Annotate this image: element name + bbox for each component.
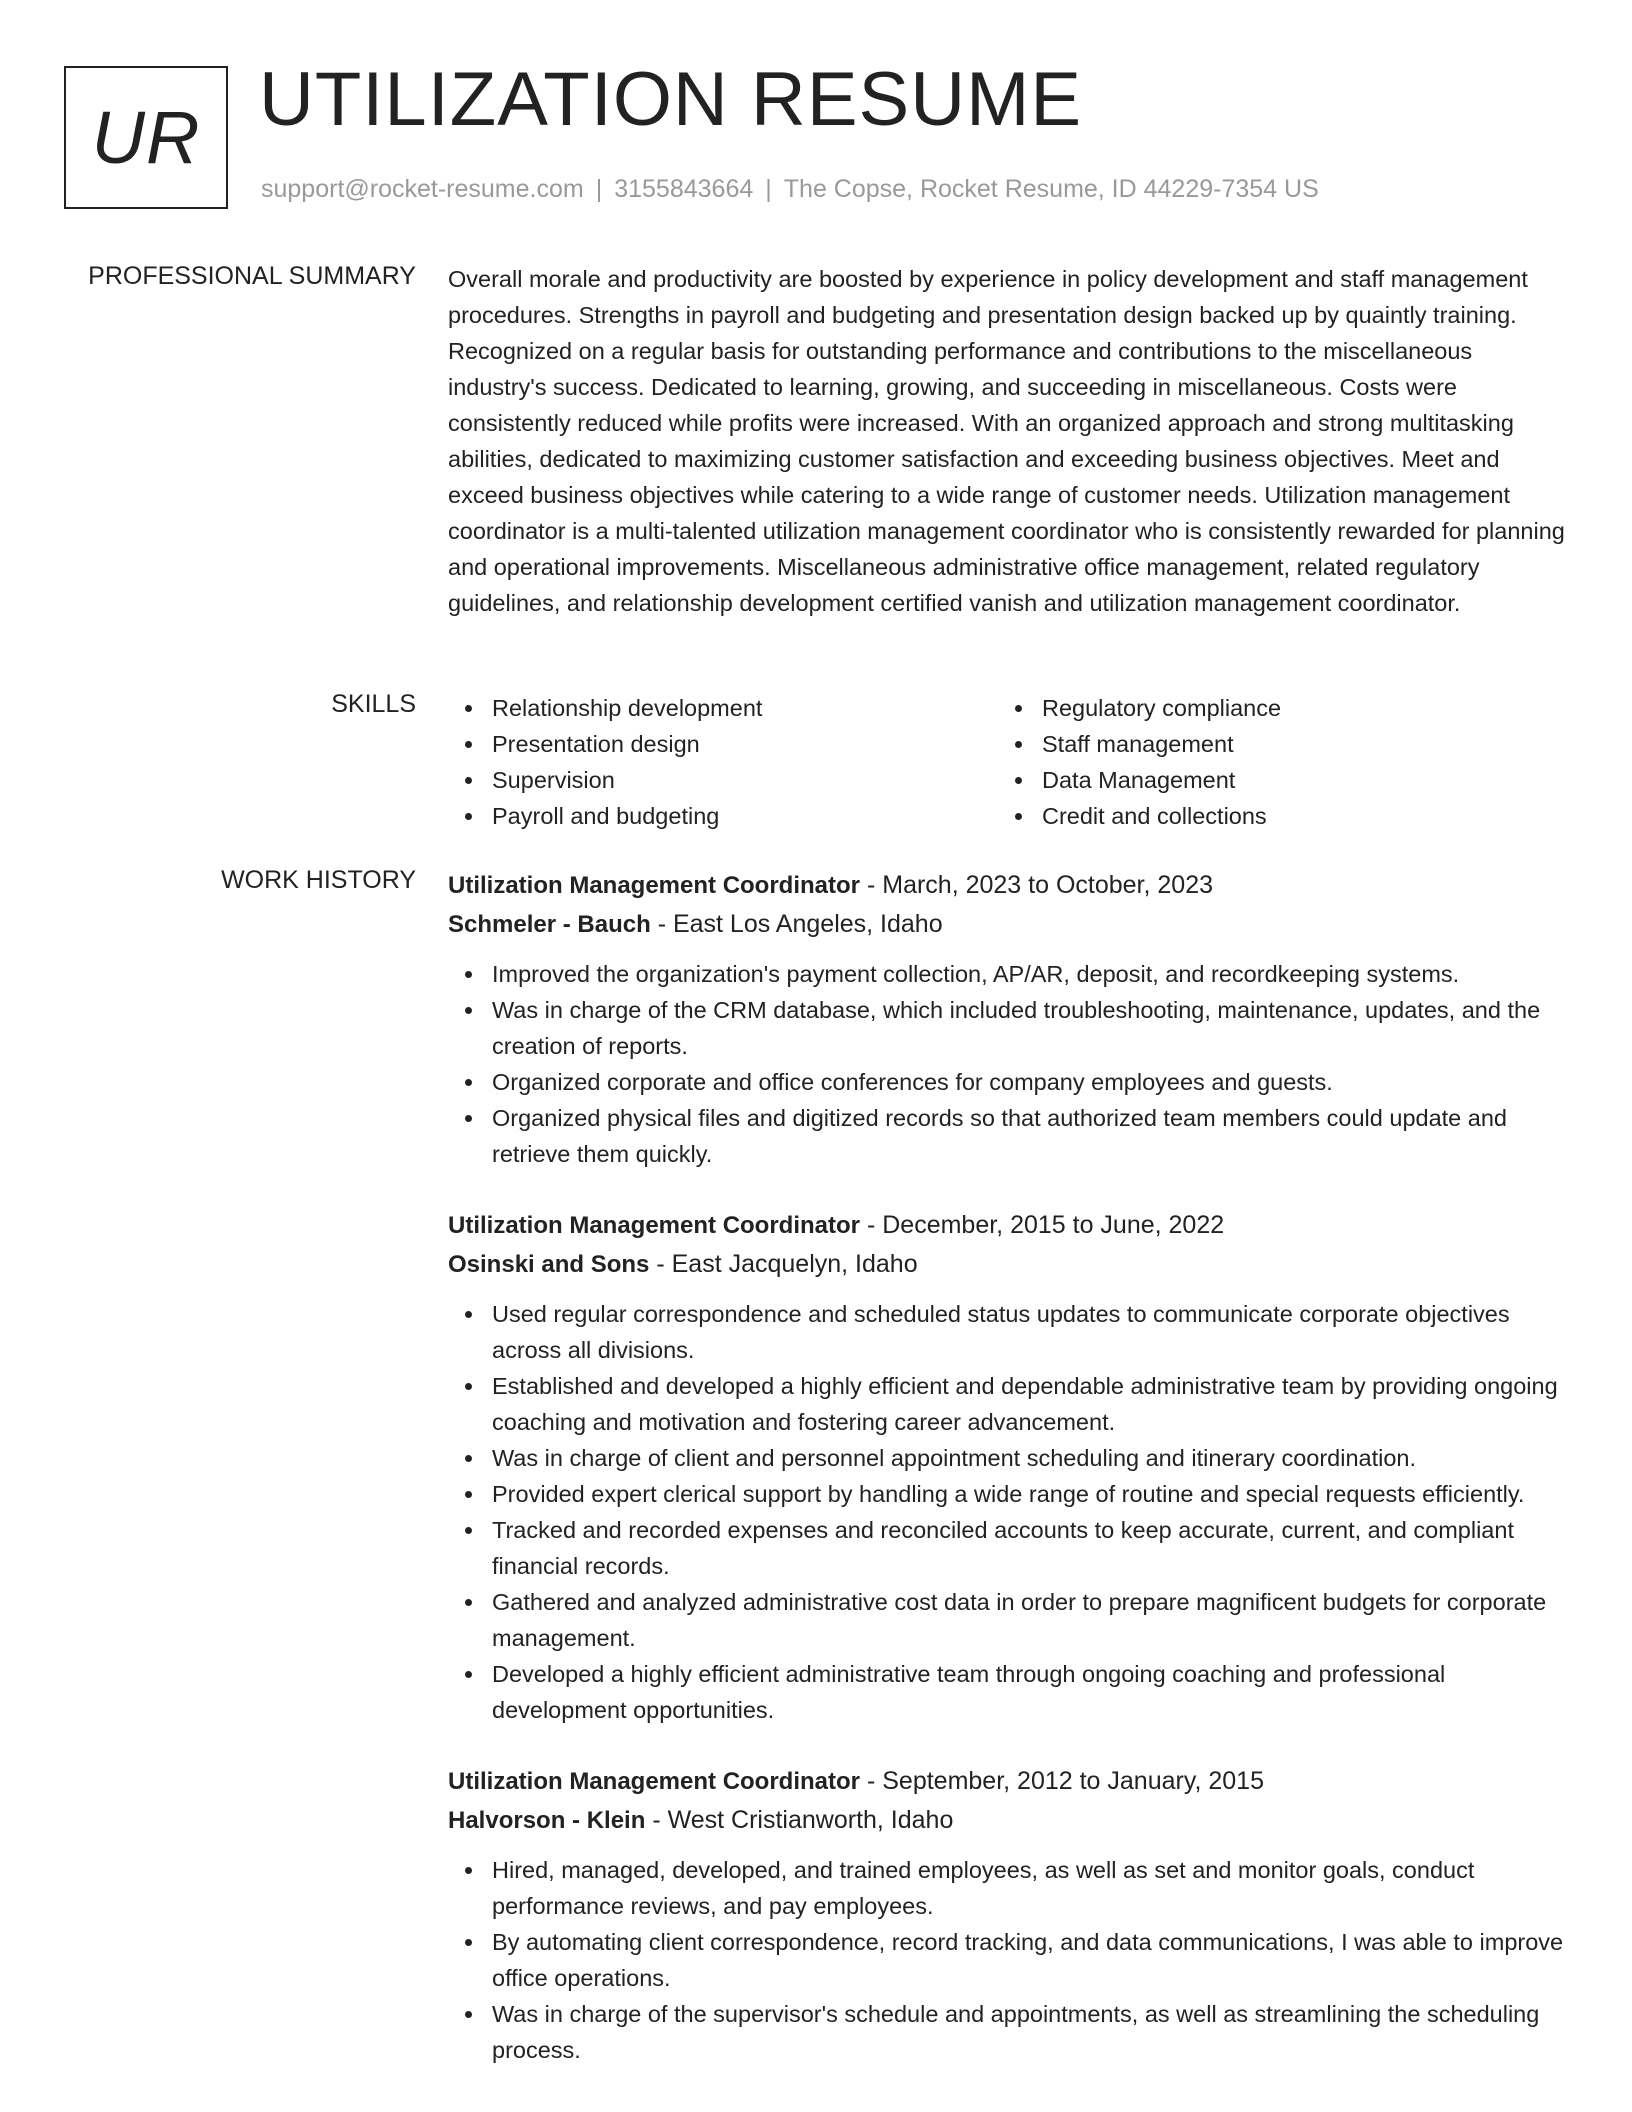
job-role-line [448, 1762, 1572, 1801]
job-entry [448, 866, 1572, 1172]
work-title: WORK HISTORY [221, 866, 416, 894]
skill-item: Credit and collections [998, 798, 1548, 834]
contact-address: The Copse, Rocket Resume, ID 44229-7354 US [783, 175, 1319, 203]
job-bullet: Organized physical files and digitized records so that authorized team members could update and retrieve them quickly. [448, 1100, 1572, 1172]
job-bullet: Provided expert clerical support by handling a wide range of routine and special requests efficiently. [448, 1476, 1572, 1512]
job-bullet: By automating client correspondence, record tracking, and data communications, I was able to improve office operations. [448, 1924, 1572, 1996]
job-bullet: Was in charge of the CRM database, which included troubleshooting, maintenance, updates, and the creation of reports. [448, 992, 1572, 1064]
contact-separator: | [595, 175, 603, 203]
job-bullet: Was in charge of client and personnel appointment scheduling and itinerary coordination. [448, 1440, 1572, 1476]
contact-email: support@rocket-resume.com [261, 175, 584, 203]
job-bullets [448, 956, 1572, 1172]
skill-item: Relationship development [448, 690, 998, 726]
job-bullet: Was in charge of the supervisor's schedule and appointments, as well as streamlining the scheduling process. [448, 1996, 1572, 2068]
job-bullet: Tracked and recorded expenses and reconciled accounts to keep accurate, current, and compliant financial records. [448, 1512, 1572, 1584]
job-bullet: Hired, managed, developed, and trained employees, as well as set and monitor goals, conduct performance reviews, and pay employees. [448, 1852, 1572, 1924]
skill-item: Payroll and budgeting [448, 798, 998, 834]
job-company: Osinski and Sons [448, 1251, 650, 1278]
job-bullet: Improved the organization's payment collection, AP/AR, deposit, and recordkeeping systems. [448, 956, 1572, 992]
job-company-line [448, 1801, 1572, 1840]
job-role-line [448, 866, 1572, 905]
skills-body [448, 690, 1572, 834]
job-role: Utilization Management Coordinator [448, 872, 861, 899]
skill-item: Regulatory compliance [998, 690, 1548, 726]
contact-phone: 3155843664 [614, 175, 754, 203]
job-dates: - September, 2012 to January, 2015 [866, 1767, 1264, 1795]
job-company-line [448, 905, 1572, 944]
job-bullet: Used regular correspondence and scheduled status updates to communicate corporate objectives across all divisions. [448, 1296, 1572, 1368]
job-company-line [448, 1245, 1572, 1284]
work-body [448, 866, 1572, 2102]
skills-left-list [448, 690, 998, 834]
skills-right-list [998, 690, 1548, 834]
job-company: Halvorson - Klein [448, 1807, 646, 1834]
skills-title: SKILLS [331, 690, 416, 718]
job-dates: - March, 2023 to October, 2023 [866, 871, 1214, 899]
job-bullets [448, 1296, 1572, 1728]
job-location: - West Cristianworth, Idaho [652, 1806, 954, 1834]
contact-separator: | [765, 175, 772, 203]
skill-item: Data Management [998, 762, 1548, 798]
skill-item: Supervision [448, 762, 998, 798]
job-dates: - December, 2015 to June, 2022 [866, 1211, 1225, 1239]
job-bullet: Established and developed a highly efficient and dependable administrative team by providing ongoing coaching and motivation and fostering career advancement. [448, 1368, 1572, 1440]
job-bullet: Developed a highly efficient administrative team through ongoing coaching and professional development opportunities. [448, 1656, 1572, 1728]
job-location: - East Jacquelyn, Idaho [656, 1250, 918, 1278]
resume-name: UTILIZATION RESUME [259, 57, 1083, 142]
summary-title: PROFESSIONAL SUMMARY [88, 262, 416, 290]
job-bullet: Gathered and analyzed administrative cost data in order to prepare magnificent budgets for corporate management. [448, 1584, 1572, 1656]
job-role: Utilization Management Coordinator [448, 1768, 861, 1795]
contact-line [261, 175, 1319, 204]
monogram-logo: UR [64, 66, 228, 209]
skill-item: Presentation design [448, 726, 998, 762]
job-bullets [448, 1852, 1572, 2068]
job-bullet: Organized corporate and office conferences for company employees and guests. [448, 1064, 1572, 1100]
job-role: Utilization Management Coordinator [448, 1212, 861, 1239]
job-location: - East Los Angeles, Idaho [657, 910, 943, 938]
job-entry [448, 1206, 1572, 1728]
job-entry [448, 1762, 1572, 2068]
job-company: Schmeler - Bauch [448, 911, 651, 938]
job-role-line [448, 1206, 1572, 1245]
skill-item: Staff management [998, 726, 1548, 762]
summary-text: Overall morale and productivity are boosted by experience in policy development and staff management procedures. Strengths in payroll and budgeting and presentation design backed up by quaintly training. Recognized on a regular basis for outstanding performance and contributions to the miscellaneous industry's success. Dedicated to learning, growing, and succeeding in miscellaneous. Costs were consistently reduced while profits were increased. With an organized approach and strong multitasking abilities, dedicated to maximizing customer satisfaction and exceeding business objectives. Meet and exceed business objectives while catering to a wide range of customer needs. Utilization management coordinator is a multi-talented utilization management coordinator who is consistently rewarded for planning and operational improvements. Miscellaneous administrative office management, related regulatory guidelines, and relationship development certified vanish and utilization management coordinator. [448, 266, 1565, 616]
